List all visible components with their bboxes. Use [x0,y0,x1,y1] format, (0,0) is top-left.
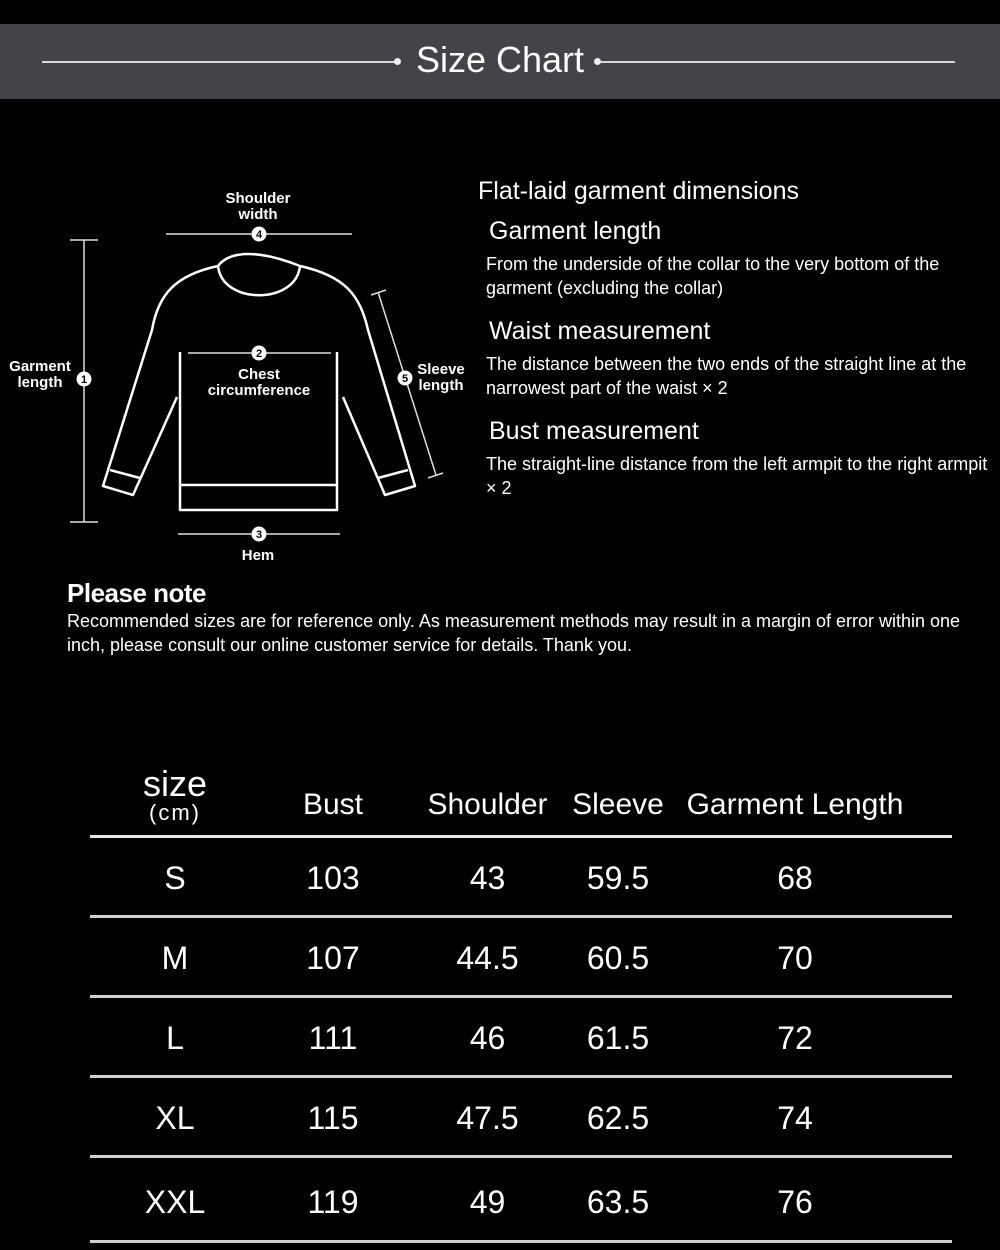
sleeve-cell: 62.5 [586,1100,650,1136]
sleeve-cell: 61.5 [586,1020,650,1056]
section-heading: Garment length [489,217,662,245]
column-header-sleeve: Sleeve [572,788,664,821]
length-cell: 72 [777,1020,813,1056]
svg-text:4: 4 [255,229,263,241]
section-text: The distance between the two ends of the straight line at the narrowest part of the waist × 2 [486,354,967,398]
info-section-waist [478,314,988,400]
size-cell: S [164,860,186,896]
info-section-garment-length [478,214,988,300]
sleeve-cell: 63.5 [586,1184,650,1220]
banner-divider-right [600,61,955,63]
section-heading: Waist measurement [489,317,711,345]
size-table [90,760,952,1243]
length-cell: 70 [777,940,813,976]
measurement-info [478,174,988,500]
length-cell: 68 [777,860,813,896]
garment-diagram [0,170,470,570]
section-heading: Bust measurement [489,417,699,445]
length-cell: 74 [777,1100,813,1136]
svg-text:3: 3 [255,529,263,541]
chest-circumference-label: Chest circumference [207,366,311,399]
size-cell: XXL [144,1184,206,1220]
shoulder-cell: 47.5 [456,1100,519,1136]
table-header [90,760,952,838]
shoulder-cell: 46 [469,1020,506,1056]
table-row [90,1158,952,1243]
size-cell: M [161,940,189,976]
sleeve-length-label: Sleeve length [417,361,465,394]
note-title: Please note [67,578,207,608]
shoulder-cell: 43 [469,860,506,896]
svg-text:2: 2 [255,348,263,360]
bust-cell: 107 [306,940,360,976]
column-header-shoulder: Shoulder [427,788,548,821]
column-header-bust: Bust [302,788,364,821]
bust-cell: 115 [307,1100,359,1136]
info-section-bust [478,414,988,500]
note-text: Recommended sizes are for reference only. As measurement methods may result in a margin of error within one inch, please consult our online customer service for details. Thank you. [67,611,961,655]
note-section [67,577,967,657]
shoulder-cell: 49 [469,1184,506,1220]
section-text: From the underside of the collar to the very bottom of the garment (excluding the collar) [486,254,940,298]
table-row [90,998,952,1078]
section-text: The straight-line distance from the left armpit to the right armpit × 2 [486,454,988,498]
svg-text:1: 1 [80,374,88,386]
size-cell: L [166,1020,184,1056]
sleeve-cell: 59.5 [586,860,650,896]
bust-cell: 103 [306,860,360,896]
header-banner [0,24,1000,99]
size-cell: XL [155,1100,195,1136]
info-title: Flat-laid garment dimensions [478,177,799,205]
shoulder-cell: 44.5 [456,940,519,976]
shoulder-width-label: Shoulder width [225,190,291,223]
svg-text:5: 5 [401,373,409,385]
bust-cell: 119 [307,1184,359,1220]
table-row [90,918,952,998]
garment-length-label: Garment length [9,358,71,391]
hem-label: Hem [241,547,275,564]
length-cell: 76 [777,1184,813,1220]
table-row [90,838,952,918]
sleeve-cell: 60.5 [586,940,650,976]
size-column-header: size (cm) [142,763,208,825]
table-row [90,1078,952,1158]
column-header-length: Garment Length [686,788,904,821]
page-title: Size Chart [415,39,585,80]
bust-cell: 111 [308,1020,358,1056]
